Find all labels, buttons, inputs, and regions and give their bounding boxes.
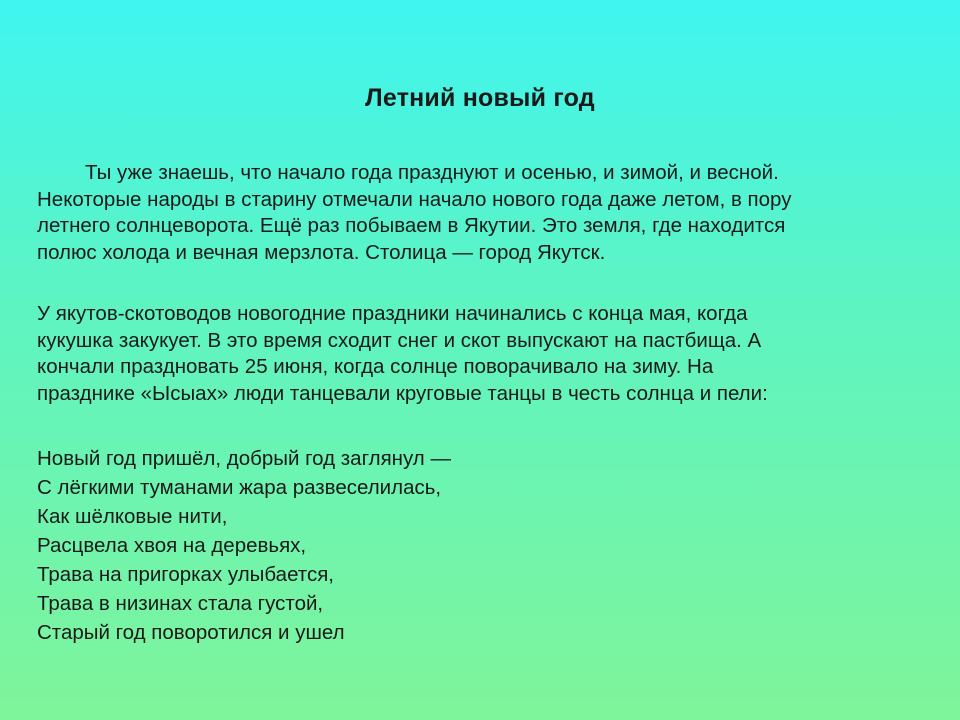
paragraph-intro xyxy=(37,160,927,266)
poem-line: Новый год пришёл, добрый год заглянул — xyxy=(37,447,451,470)
poem-line: Старый год поворотился и ушел xyxy=(37,621,345,644)
poem-line: Как шёлковые нити, xyxy=(37,505,228,528)
poem-line: Трава в низинах стала густой, xyxy=(37,592,324,615)
paragraph-line: Ты уже знаешь, что начало года празднуют и осенью, и зимой, и весной. xyxy=(85,161,779,184)
paragraph-line: кукушка закукует. В это время сходит снег и скот выпускают на пастбища. А xyxy=(37,328,762,352)
paragraph-line: У якутов-скотоводов новогодние праздники начинались с конца мая, когда xyxy=(37,302,748,325)
poem-line: С лёгкими туманами жара развеселилась, xyxy=(37,476,442,499)
slide-title: Летний новый год xyxy=(365,84,595,112)
poem xyxy=(37,444,927,647)
paragraph-line: празднике «Ысыах» люди танцевали круговые танцы в честь солнца и пели: xyxy=(37,381,768,405)
paragraph-line: Некоторые народы в старину отмечали начало нового года даже летом, в пору xyxy=(37,187,792,211)
paragraph-line: летнего солнцеворота. Ещё раз побываем в Якутии. Это земля, где находится xyxy=(37,214,786,237)
poem-line: Трава на пригорках улыбается, xyxy=(37,563,334,586)
paragraph-line: кончали праздновать 25 июня, когда солнце поворачивало на зиму. На xyxy=(37,355,714,378)
poem-line: Расцвела хвоя на деревьях, xyxy=(37,534,307,557)
paragraph-line: полюс холода и вечная мерзлота. Столица — город Якутск. xyxy=(37,240,606,264)
paragraph-yakuts xyxy=(37,301,927,407)
